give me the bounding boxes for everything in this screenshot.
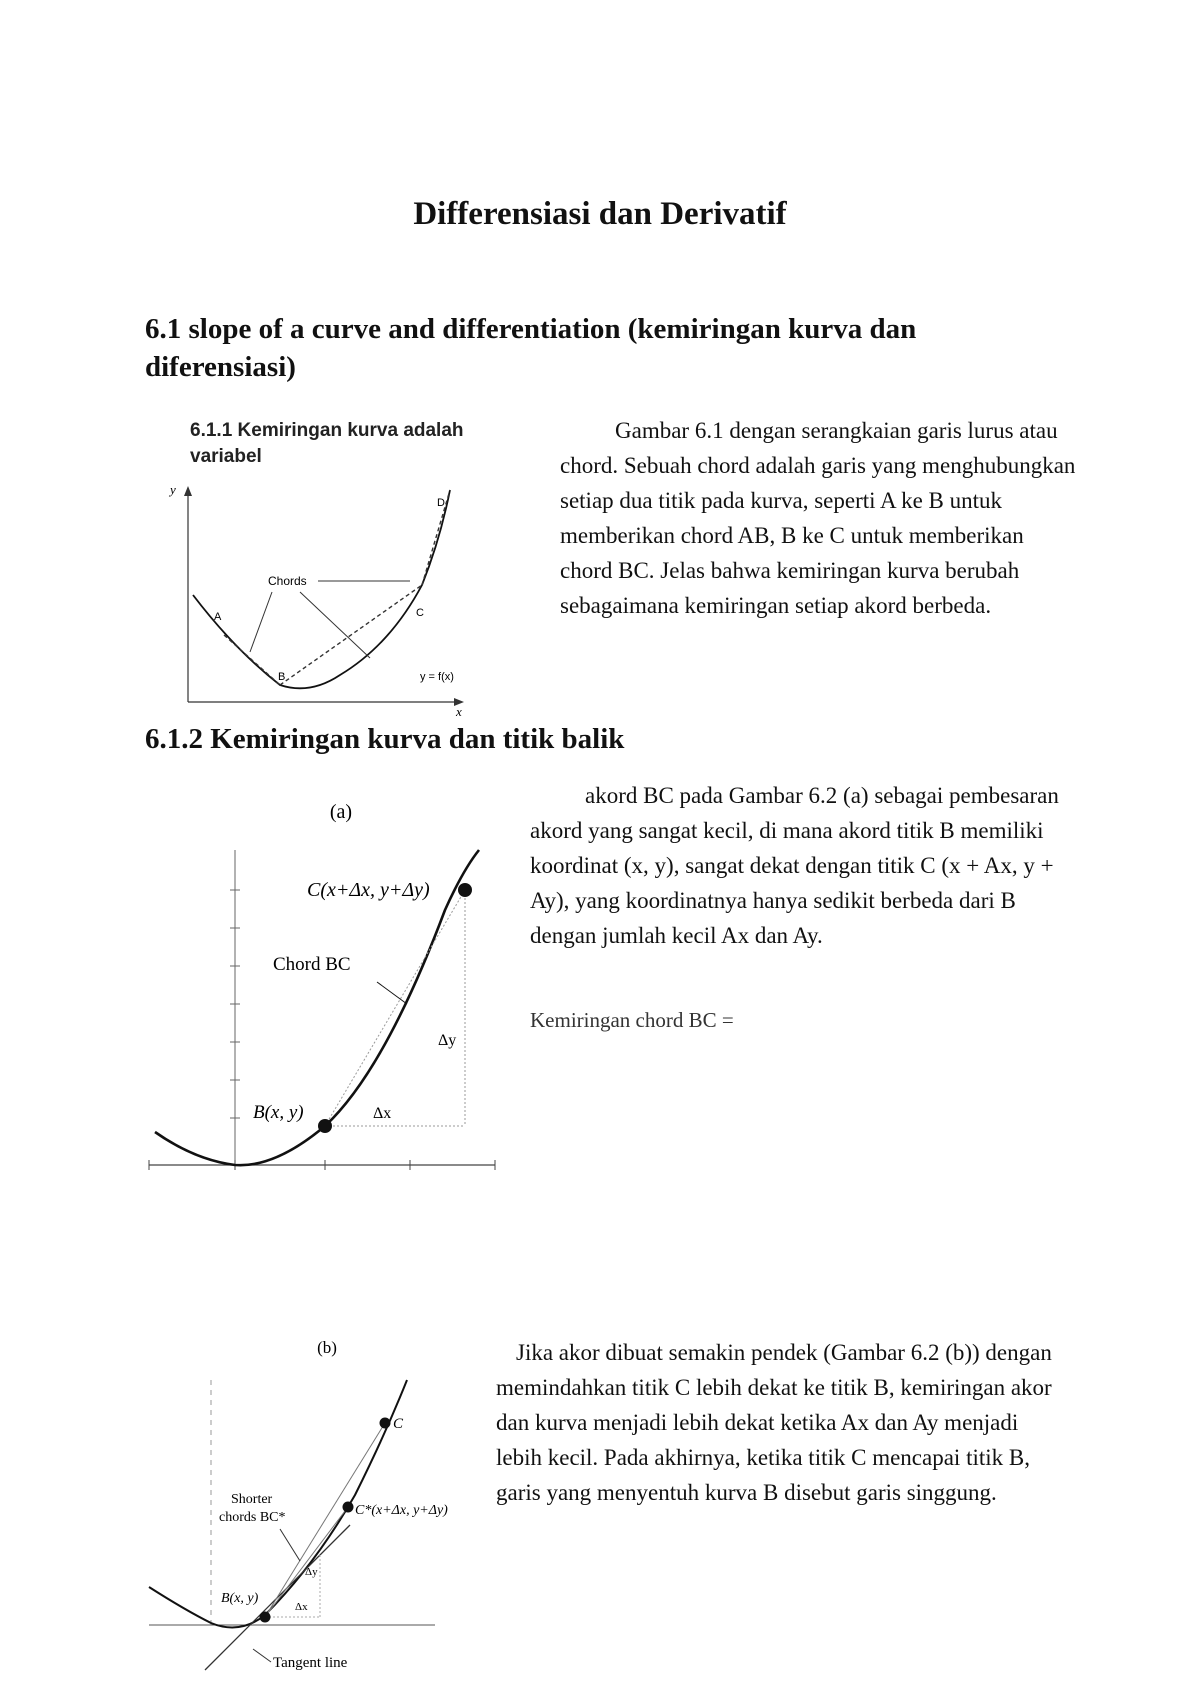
point-b-label: B(x, y)	[253, 1102, 304, 1123]
tangent-pointer	[253, 1649, 271, 1662]
dy-label: Δy	[438, 1032, 457, 1049]
point-c-label: C	[393, 1416, 404, 1432]
paragraph-6-2-b: Jika akor dibuat semakin pendek (Gambar 6.2 (b)) dengan memindahkan titik C lebih dekat ke titik B, kemiringan akor dan kurva menjadi lebih dekat ketika Ax dan Ay menjadi lebih kecil. Pada akhirnya, ketika titik C mencapai titik B, garis yang menyentuh kurva B disebut garis singgung.	[496, 1340, 1052, 1505]
dx-label: Δx	[373, 1105, 392, 1122]
point-cstar	[343, 1502, 354, 1513]
point-c-label: C(x+Δx, y+Δy)	[307, 879, 430, 901]
point-b	[318, 1119, 332, 1133]
point-b-label: B	[278, 671, 286, 683]
x-axis-label: x	[456, 704, 462, 719]
chord-cd	[422, 490, 450, 585]
chord-bc-label: Chord BC	[273, 954, 351, 975]
shorter-chords-pointer	[280, 1529, 300, 1561]
chord-pointer	[377, 982, 407, 1004]
shorter-chords-line-1: Shorter	[231, 1492, 273, 1507]
point-a-label: A	[214, 611, 222, 623]
figure-6-1	[160, 480, 500, 719]
curve	[193, 490, 450, 688]
shorter-chords-line-2: chords BC*	[219, 1510, 286, 1525]
figure-6-2b	[145, 1325, 485, 1675]
tangent-line-label: Tangent line	[273, 1655, 348, 1671]
section-6-1-2-heading: 6.1.2 Kemiringan kurva dan titik balik	[145, 723, 625, 755]
dx-label: Δx	[295, 1601, 308, 1613]
point-b-label: B(x, y)	[221, 1591, 259, 1606]
chords-label: Chords	[268, 574, 307, 588]
page-title: Differensiasi dan Derivatif	[413, 196, 787, 232]
point-c	[458, 883, 472, 897]
slope-formula: Kemiringan chord BC =	[530, 1008, 734, 1032]
curve-label: y = f(x)	[420, 671, 454, 683]
point-d-label: D	[437, 497, 445, 509]
point-b	[260, 1612, 271, 1623]
chord-bc	[325, 890, 465, 1126]
figure-6-2a	[145, 790, 505, 1180]
chord-bc	[280, 585, 422, 685]
y-axis-arrow	[184, 486, 192, 496]
y-axis-label: y	[170, 482, 176, 497]
paragraph-6-1-2: akord BC pada Gambar 6.2 (a) sebagai pembesaran akord yang sangat kecil, di mana akord titik B memiliki koordinat (x, y), sangat dekat dengan titik C (x + Ax, y + Ay), yang koordinatnya hanya sedikit berbeda dari B dengan jumlah kecil Ax dan Ay.	[530, 783, 1059, 948]
point-c-label: C	[416, 607, 424, 619]
fig-b-caption: (b)	[317, 1338, 337, 1357]
section-6-1-heading: 6.1 slope of a curve and differentiation (kemiringan kurva dan diferensiasi)	[145, 313, 917, 383]
subsection-6-1-1-heading: 6.1.1 Kemiringan kurva adalah variabel	[190, 420, 464, 467]
dy-label: Δy	[305, 1566, 318, 1578]
chords-pointer-3	[300, 592, 370, 658]
chords-pointer-2	[250, 592, 272, 652]
paragraph-6-1: Gambar 6.1 dengan serangkaian garis lurus atau chord. Sebuah chord adalah garis yang menghubungkan setiap dua titik pada kurva, seperti A ke B untuk memberikan chord AB, B ke C untuk memberikan chord BC. Jelas bahwa kemiringan kurva berubah sebagaimana kemiringan setiap akord berbeda.	[560, 418, 1076, 618]
fig-a-caption: (a)	[329, 801, 353, 823]
point-cstar-label: C*(x+Δx, y+Δy)	[355, 1503, 448, 1518]
point-c	[380, 1418, 391, 1429]
